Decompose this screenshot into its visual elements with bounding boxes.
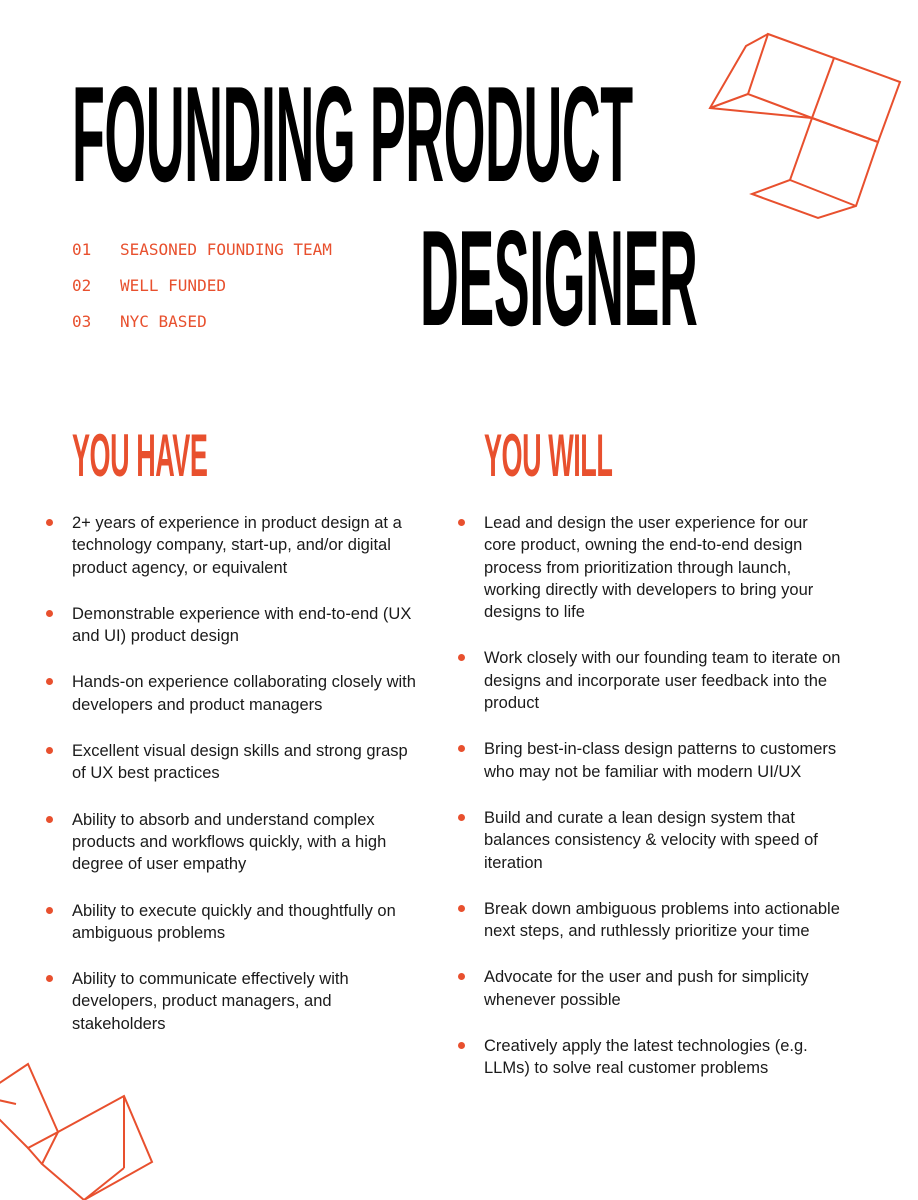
list-item — [458, 647, 843, 714]
list-item-text: 2+ years of experience in product design at a technology company, start-up, and/or digital product agency, or equivalent — [72, 514, 402, 577]
cube-left-face — [710, 34, 812, 118]
list-item — [458, 898, 843, 943]
list-item-text: Creatively apply the latest technologies (e.g. LLMs) to solve real customer problems — [484, 1037, 808, 1078]
cube-edge — [710, 94, 748, 108]
cube-right-face — [42, 1096, 152, 1200]
list-item-text: Break down ambiguous problems into actionable next steps, and ruthlessly prioritize your time — [484, 899, 840, 941]
list-item — [458, 807, 843, 874]
highlight-item — [72, 312, 332, 348]
list-item-text: Demonstrable experience with end-to-end (UX and UI) product design — [72, 604, 412, 646]
dot-icon — [46, 907, 53, 914]
highlight-text: SEASONED FOUNDING TEAM — [120, 240, 332, 259]
highlights-list — [72, 240, 332, 348]
dot-icon — [46, 975, 53, 982]
isometric-cubes-icon — [0, 1058, 160, 1200]
list-item — [458, 966, 843, 1011]
highlight-item — [72, 276, 332, 312]
dot-icon — [458, 745, 465, 752]
page-title-line-2: DESIGNER — [420, 202, 698, 354]
dot-icon — [458, 1042, 465, 1049]
highlight-number: 01 — [72, 240, 92, 259]
highlight-number: 02 — [72, 276, 92, 295]
cube-left-face — [0, 1064, 58, 1148]
list-item-text: Lead and design the user experience for our core product, owning the end-to-end design process from prioritization through launch, working directly with developers to bring your designs to life — [484, 514, 814, 622]
list-item-text: Hands-on experience collaborating closely with developers and product managers — [72, 673, 416, 714]
dot-icon — [46, 747, 53, 754]
you-have-list — [46, 512, 426, 1035]
list-item-text: Build and curate a lean design system that balances consistency & velocity with speed of iteration — [484, 808, 818, 872]
dot-icon — [458, 654, 465, 661]
cube-edge — [0, 1100, 16, 1104]
highlight-text: NYC BASED — [120, 312, 207, 331]
cube-lower-face — [752, 118, 878, 218]
you-have-heading: YOU HAVE — [72, 422, 208, 489]
list-item — [46, 512, 426, 579]
dot-icon — [458, 905, 465, 912]
dot-icon — [458, 814, 465, 821]
list-item — [46, 900, 426, 945]
highlight-text: WELL FUNDED — [120, 276, 226, 295]
dot-icon — [458, 519, 465, 526]
you-will-list — [458, 512, 843, 1080]
list-item — [46, 809, 426, 876]
list-item-text: Advocate for the user and push for simplicity whenever possible — [484, 968, 809, 1009]
list-item — [46, 968, 426, 1035]
list-item — [458, 738, 843, 783]
dot-icon — [458, 973, 465, 980]
list-item-text: Ability to communicate effectively with developers, product managers, and stakeholders — [72, 970, 349, 1033]
highlight-item — [72, 240, 332, 276]
list-item-text: Work closely with our founding team to iterate on designs and incorporate user feedback into the product — [484, 649, 841, 713]
list-item-text: Excellent visual design skills and strong grasp of UX best practices — [72, 742, 408, 783]
dot-icon — [46, 610, 53, 617]
list-item-text: Ability to execute quickly and thoughtfully on ambiguous problems — [72, 901, 396, 942]
isometric-cubes-icon — [706, 30, 906, 226]
dot-icon — [46, 678, 53, 685]
dot-icon — [46, 816, 53, 823]
page-title-line-1: FOUNDING PRODUCT — [72, 58, 633, 210]
dot-icon — [46, 519, 53, 526]
list-item — [46, 740, 426, 785]
cube-divider — [812, 58, 834, 118]
highlight-number: 03 — [72, 312, 92, 331]
list-item — [458, 1035, 843, 1080]
list-item-text: Ability to absorb and understand complex products and workflows quickly, with a high degree of user empathy — [72, 810, 387, 874]
list-item-text: Bring best-in-class design patterns to customers who may not be familiar with modern UI/UX — [484, 740, 837, 781]
list-item — [46, 671, 426, 716]
cube-edge — [790, 180, 856, 206]
list-item — [458, 512, 843, 623]
cube-edge — [28, 1148, 42, 1164]
list-item — [46, 603, 426, 648]
you-will-heading: YOU WILL — [484, 422, 613, 489]
cube-edge — [84, 1168, 124, 1200]
